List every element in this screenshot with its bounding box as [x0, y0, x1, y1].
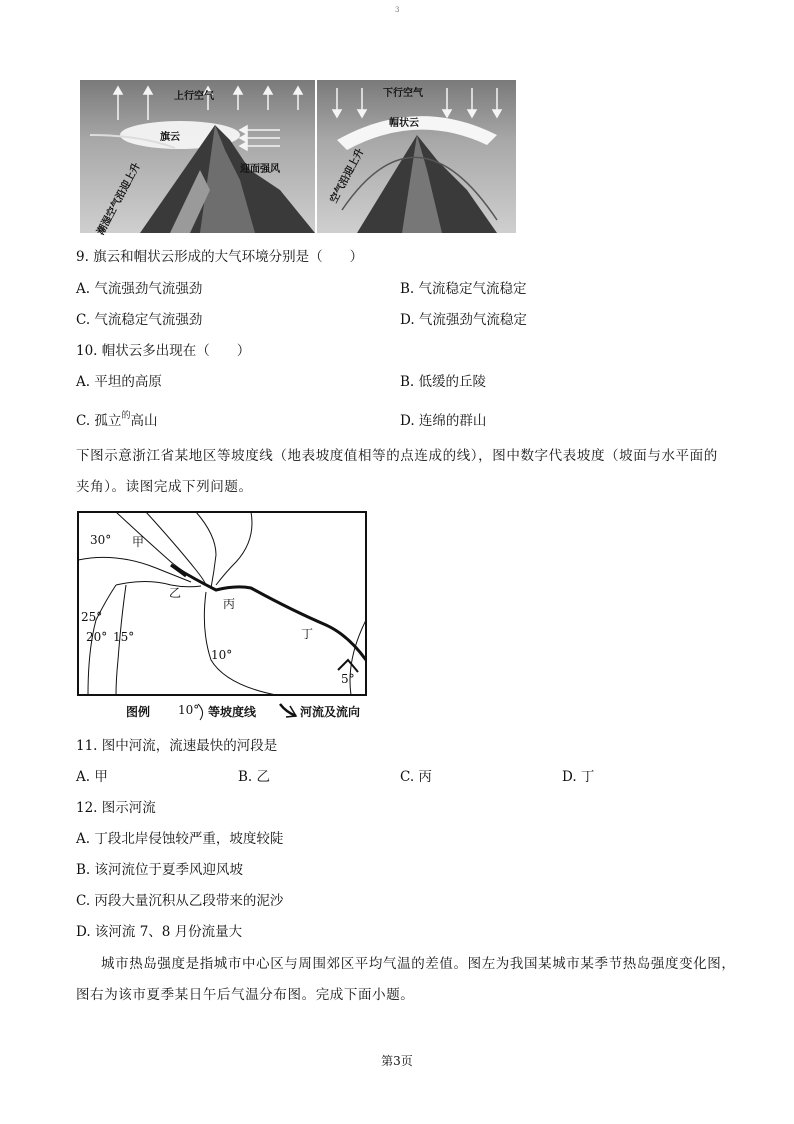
q10-option-d[interactable]: D. 连绵的群山	[400, 413, 487, 429]
label-jia: 甲	[132, 535, 145, 549]
cloud-figure	[80, 80, 516, 238]
q12-option-d[interactable]: D. 该河流 7、8 月份流量大	[76, 924, 243, 940]
q11-option-c[interactable]: C. 丙	[400, 769, 432, 785]
q12-stem: 12. 图示河流	[76, 800, 156, 816]
q12-option-b[interactable]: B. 该河流位于夏季风迎风坡	[76, 862, 244, 878]
label-bing: 丙	[223, 597, 236, 611]
legend-river-label: 河流及流向	[300, 705, 361, 719]
legend-river-icon	[276, 702, 300, 720]
q10-option-a[interactable]: A. 平坦的高原	[76, 374, 162, 390]
rising-air-label: 上行空气	[174, 91, 214, 102]
slope-contour-map	[76, 510, 376, 725]
intro2-line1: 城市热岛强度是指城市中心区与周围郊区平均气温的差值。图左为我国某城市某季节热岛强度变化图，	[101, 956, 736, 972]
banner-cloud-panel	[80, 80, 315, 238]
moist-air-label: 潮湿空气沿迎上升	[95, 161, 143, 238]
q10-option-b[interactable]: B. 低缓的丘陵	[400, 374, 487, 390]
q9-option-d[interactable]: D. 气流强劲气流稳定	[400, 312, 527, 328]
banner-cloud-label: 旗云	[160, 132, 180, 143]
q12-option-c[interactable]: C. 丙段大量沉积从乙段带来的泥沙	[76, 893, 284, 909]
legend-sample-value: 10°	[178, 703, 200, 717]
air-rise-label: 空气沿迎上升	[328, 146, 367, 206]
intro2-line2: 图右为该市夏季某日午后气温分布图。完成下面小题。	[76, 987, 415, 1003]
q9-option-b[interactable]: B. 气流稳定气流稳定	[400, 281, 527, 297]
q11-option-d[interactable]: D. 丁	[562, 769, 595, 785]
q9-option-a[interactable]: A. 气流强劲气流强劲	[76, 281, 203, 297]
cap-cloud-label: 帽状云	[389, 118, 419, 129]
slope-5-label: 5°	[341, 672, 355, 686]
q12-option-a[interactable]: A. 丁段北岸侵蚀较严重，坡度较陡	[76, 831, 284, 847]
q9-option-c[interactable]: C. 气流稳定气流强劲	[76, 312, 203, 328]
label-yi: 乙	[169, 586, 182, 600]
intro1-line2: 夹角）。读图完成下列问题。	[76, 479, 253, 495]
intro1-line1: 下图示意浙江省某地区等坡度线（地表坡度值相等的点连成的线），图中数字代表坡度（坡面与水平面的	[76, 448, 718, 464]
slope-30-label: 30°	[90, 533, 112, 547]
slope-map-svg	[76, 510, 376, 725]
page-top-number: 3	[395, 6, 400, 14]
page-footer: 第3页	[381, 1054, 413, 1068]
slope-20-label: 20°	[86, 630, 108, 644]
legend-contour-label: 等坡度线	[208, 705, 257, 719]
q11-option-b[interactable]: B. 乙	[238, 769, 271, 785]
q10-option-c[interactable]	[76, 412, 157, 432]
q11-stem: 11. 图中河流，流速最快的河段是	[76, 738, 278, 754]
slope-15-label: 15°	[113, 630, 135, 644]
slope-25-label: 25°	[81, 610, 103, 624]
sinking-air-label: 下行空气	[383, 88, 423, 99]
slope-10-label: 10°	[211, 648, 233, 662]
q9-stem: 9. 旗云和帽状云形成的大气环境分别是（ ）	[76, 249, 364, 265]
cap-cloud-panel	[317, 80, 516, 233]
q10-option-c-post: 高山	[130, 413, 158, 429]
legend-title: 图例	[126, 705, 151, 719]
q10-option-c-pre: C. 孤立	[76, 413, 122, 429]
label-ding: 丁	[301, 627, 314, 641]
q10-option-c-sup: 的	[121, 411, 131, 421]
q10-stem: 10. 帽状云多出现在（ ）	[76, 343, 251, 359]
legend-contour-icon	[196, 702, 208, 722]
windward-wind-label: 迎面强风	[240, 164, 280, 175]
q11-option-a[interactable]: A. 甲	[76, 769, 108, 785]
